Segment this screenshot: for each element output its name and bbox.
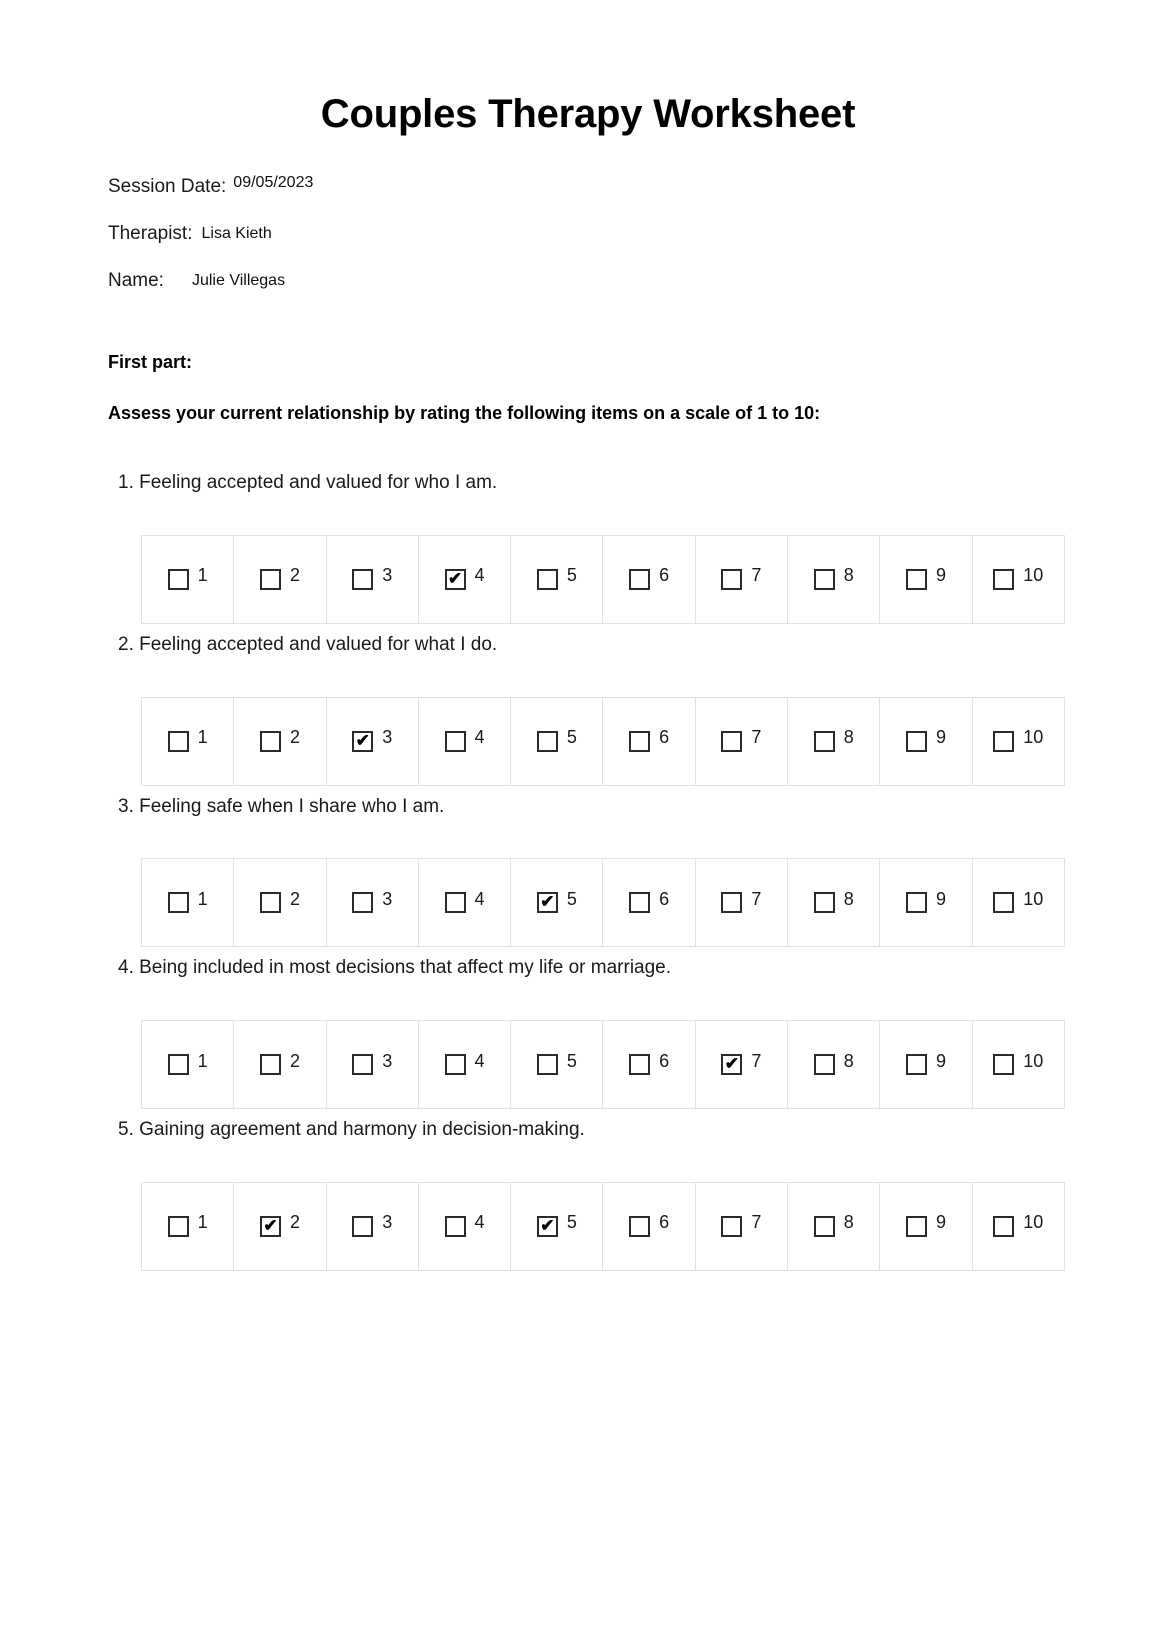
rating-value-label: 7 — [751, 565, 762, 586]
rating-value-label: 2 — [289, 565, 300, 586]
checkbox-unchecked-icon[interactable] — [993, 569, 1014, 590]
rating-value-label: 5 — [566, 727, 577, 748]
rating-value-label: 9 — [936, 565, 947, 586]
checkbox-unchecked-icon[interactable] — [168, 1054, 189, 1075]
checkbox-unchecked-icon[interactable] — [537, 569, 558, 590]
checkbox-unchecked-icon[interactable] — [629, 569, 650, 590]
rating-value-label: 8 — [843, 888, 854, 909]
rating-cell-1[interactable] — [142, 536, 234, 623]
checkbox-unchecked-icon[interactable] — [445, 731, 466, 752]
rating-cell-9[interactable] — [880, 859, 972, 946]
rating-cell-5[interactable] — [511, 1183, 603, 1270]
rating-cell-9[interactable] — [880, 536, 972, 623]
name-row — [108, 270, 1176, 292]
rating-cell-10[interactable] — [973, 536, 1065, 623]
checkbox-checked-icon[interactable] — [260, 1216, 281, 1237]
rating-cell-1[interactable] — [142, 1183, 234, 1270]
rating-scale-row — [141, 535, 1065, 624]
checkbox-unchecked-icon[interactable] — [537, 731, 558, 752]
rating-cell-9[interactable] — [880, 1183, 972, 1270]
checkbox-unchecked-icon[interactable] — [993, 892, 1014, 913]
question-text: 1. Feeling accepted and valued for who I am. — [118, 472, 498, 493]
check-mark-icon: ✔ — [724, 1054, 740, 1074]
checkbox-unchecked-icon[interactable] — [906, 569, 927, 590]
checkbox-unchecked-icon[interactable] — [260, 731, 281, 752]
rating-value-label: 1 — [197, 1212, 208, 1233]
check-mark-icon: ✔ — [447, 568, 463, 588]
rating-value-label: 4 — [474, 888, 485, 909]
session-date-value[interactable]: 09/05/2023 — [233, 174, 314, 191]
section-part-label: First part: — [108, 352, 193, 372]
rating-value-label: 4 — [474, 565, 485, 586]
rating-value-label: 10 — [1023, 727, 1044, 748]
rating-cell-4[interactable] — [419, 1021, 511, 1108]
check-mark-icon: ✔ — [355, 730, 370, 750]
rating-value-label: 6 — [659, 565, 670, 586]
check-mark-icon: ✔ — [263, 1215, 278, 1235]
rating-cell-10[interactable] — [973, 1021, 1065, 1108]
rating-value-label: 4 — [474, 1212, 485, 1233]
rating-cell-6[interactable] — [603, 536, 695, 623]
checkbox-unchecked-icon[interactable] — [814, 569, 835, 590]
rating-cell-4[interactable] — [419, 859, 511, 946]
checkbox-unchecked-icon[interactable] — [168, 569, 189, 590]
rating-value-label: 2 — [289, 1050, 300, 1071]
rating-value-label: 3 — [382, 1212, 393, 1233]
rating-value-label: 8 — [843, 1212, 854, 1233]
rating-value-label: 4 — [474, 1050, 485, 1071]
rating-cell-2[interactable] — [234, 1183, 326, 1270]
rating-cell-8[interactable] — [788, 698, 880, 785]
checkbox-unchecked-icon[interactable] — [445, 892, 466, 913]
rating-value-label: 1 — [197, 1050, 208, 1071]
rating-cell-3[interactable] — [327, 1183, 419, 1270]
question-text: 5. Gaining agreement and harmony in decision-making. — [118, 1119, 585, 1141]
rating-value-label: 9 — [936, 1050, 947, 1071]
checkbox-unchecked-icon[interactable] — [352, 892, 373, 913]
checkbox-checked-icon[interactable] — [537, 892, 558, 913]
rating-value-label: 3 — [382, 888, 393, 909]
checkbox-unchecked-icon[interactable] — [814, 892, 835, 913]
rating-cell-8[interactable] — [788, 536, 880, 623]
checkbox-unchecked-icon[interactable] — [352, 1216, 373, 1237]
check-mark-icon: ✔ — [540, 1215, 555, 1235]
rating-cell-5[interactable] — [511, 1021, 603, 1108]
rating-scale-row — [141, 697, 1065, 786]
rating-cell-7[interactable] — [696, 698, 788, 785]
rating-scale-row — [141, 1020, 1065, 1109]
rating-cell-4[interactable] — [419, 698, 511, 785]
checkbox-unchecked-icon[interactable] — [537, 1054, 558, 1075]
rating-value-label: 3 — [382, 565, 393, 586]
rating-value-label: 6 — [659, 727, 670, 748]
checkbox-unchecked-icon[interactable] — [352, 569, 373, 590]
rating-cell-10[interactable] — [973, 698, 1065, 785]
rating-value-label: 9 — [936, 727, 947, 748]
page-title: Couples Therapy Worksheet — [320, 92, 856, 136]
rating-cell-4[interactable] — [419, 1183, 511, 1270]
checkbox-checked-icon[interactable] — [537, 1216, 558, 1237]
rating-cell-8[interactable] — [788, 1183, 880, 1270]
checkbox-unchecked-icon[interactable] — [168, 731, 189, 752]
checkbox-unchecked-icon[interactable] — [352, 1054, 373, 1075]
rating-value-label: 2 — [289, 888, 300, 909]
rating-value-label: 7 — [751, 1212, 762, 1233]
checkbox-unchecked-icon[interactable] — [629, 892, 650, 913]
checkbox-unchecked-icon[interactable] — [260, 569, 281, 590]
rating-value-label: 5 — [566, 888, 577, 909]
question-block — [0, 472, 1176, 624]
rating-cell-1[interactable] — [142, 859, 234, 946]
therapist-row — [108, 223, 1176, 245]
question-text: 4. Being included in most decisions that affect my life or marriage. — [118, 957, 672, 979]
rating-value-label: 10 — [1023, 565, 1044, 586]
checkbox-unchecked-icon[interactable] — [445, 1054, 466, 1075]
rating-cell-7[interactable] — [696, 859, 788, 946]
rating-value-label: 9 — [936, 1212, 947, 1233]
rating-cell-7[interactable] — [696, 536, 788, 623]
rating-value-label: 2 — [289, 1212, 300, 1233]
session-date-label: Session Date: — [108, 176, 227, 197]
rating-value-label: 3 — [382, 727, 393, 748]
therapist-label: Therapist: — [108, 223, 193, 244]
checkbox-unchecked-icon[interactable] — [906, 892, 927, 913]
section-instruction: Assess your current relationship by rating the following items on a scale of 1 to 10: — [108, 403, 821, 423]
rating-value-label: 6 — [659, 1212, 670, 1233]
rating-value-label: 8 — [843, 727, 854, 748]
rating-cell-2[interactable] — [234, 859, 326, 946]
rating-value-label: 1 — [197, 565, 208, 586]
rating-cell-5[interactable] — [511, 859, 603, 946]
checkbox-unchecked-icon[interactable] — [906, 731, 927, 752]
question-block — [0, 796, 1176, 948]
checkbox-unchecked-icon[interactable] — [629, 1216, 650, 1237]
rating-value-label: 4 — [474, 727, 485, 748]
rating-value-label: 2 — [289, 727, 300, 748]
checkbox-unchecked-icon[interactable] — [814, 1054, 835, 1075]
checkbox-unchecked-icon[interactable] — [629, 1054, 650, 1075]
question-block — [0, 957, 1176, 1109]
checkbox-unchecked-icon[interactable] — [993, 1054, 1014, 1075]
checkbox-unchecked-icon[interactable] — [906, 1216, 927, 1237]
rating-cell-2[interactable] — [234, 698, 326, 785]
question-text: 3. Feeling safe when I share who I am. — [118, 795, 445, 817]
rating-value-label: 10 — [1023, 1050, 1044, 1071]
rating-value-label: 1 — [197, 888, 208, 909]
rating-cell-3[interactable] — [327, 536, 419, 623]
name-value[interactable]: Julie Villegas — [191, 272, 286, 289]
rating-cell-7[interactable] — [696, 1021, 788, 1108]
questions-list — [0, 472, 1176, 1271]
rating-cell-7[interactable] — [696, 1183, 788, 1270]
rating-cell-3[interactable] — [327, 698, 419, 785]
rating-cell-2[interactable] — [234, 536, 326, 623]
question-block — [0, 1119, 1176, 1271]
rating-cell-1[interactable] — [142, 1021, 234, 1108]
rating-cell-5[interactable] — [511, 698, 603, 785]
check-mark-icon: ✔ — [540, 892, 555, 912]
rating-scale-row — [141, 858, 1065, 947]
rating-value-label: 5 — [566, 1050, 577, 1071]
rating-cell-9[interactable] — [880, 698, 972, 785]
rating-scale-row — [141, 1182, 1065, 1271]
rating-cell-10[interactable] — [973, 1183, 1065, 1270]
checkbox-unchecked-icon[interactable] — [260, 1054, 281, 1075]
therapist-value[interactable]: Lisa Kieth — [201, 225, 272, 242]
checkbox-checked-icon[interactable] — [721, 1054, 742, 1075]
session-date-row — [108, 176, 1176, 198]
rating-value-label: 1 — [197, 727, 208, 748]
checkbox-unchecked-icon[interactable] — [168, 892, 189, 913]
checkbox-unchecked-icon[interactable] — [721, 1216, 742, 1237]
checkbox-unchecked-icon[interactable] — [721, 892, 742, 913]
rating-cell-6[interactable] — [603, 698, 695, 785]
checkbox-unchecked-icon[interactable] — [906, 1054, 927, 1075]
rating-cell-10[interactable] — [973, 859, 1065, 946]
rating-value-label: 6 — [659, 888, 670, 909]
name-label: Name: — [108, 270, 164, 291]
rating-cell-3[interactable] — [327, 1021, 419, 1108]
checkbox-checked-icon[interactable] — [352, 731, 373, 752]
rating-value-label: 3 — [382, 1050, 393, 1071]
checkbox-unchecked-icon[interactable] — [629, 731, 650, 752]
rating-value-label: 8 — [843, 1050, 854, 1071]
rating-cell-9[interactable] — [880, 1021, 972, 1108]
rating-cell-8[interactable] — [788, 1021, 880, 1108]
rating-value-label: 10 — [1023, 1212, 1044, 1233]
rating-cell-8[interactable] — [788, 859, 880, 946]
rating-value-label: 5 — [566, 565, 577, 586]
question-block — [0, 634, 1176, 786]
rating-value-label: 7 — [751, 727, 762, 748]
rating-value-label: 7 — [751, 1050, 762, 1071]
rating-cell-3[interactable] — [327, 859, 419, 946]
session-metadata — [0, 176, 1176, 292]
checkbox-unchecked-icon[interactable] — [814, 1216, 835, 1237]
first-part-section — [0, 352, 1176, 424]
rating-cell-1[interactable] — [142, 698, 234, 785]
rating-value-label: 6 — [659, 1050, 670, 1071]
rating-cell-5[interactable] — [511, 536, 603, 623]
rating-cell-2[interactable] — [234, 1021, 326, 1108]
checkbox-unchecked-icon[interactable] — [721, 569, 742, 590]
rating-value-label: 7 — [751, 888, 762, 909]
rating-value-label: 5 — [566, 1212, 577, 1233]
checkbox-unchecked-icon[interactable] — [260, 892, 281, 913]
checkbox-unchecked-icon[interactable] — [721, 731, 742, 752]
rating-value-label: 10 — [1023, 888, 1044, 909]
rating-cell-4[interactable] — [419, 536, 511, 623]
rating-value-label: 9 — [936, 888, 947, 909]
rating-value-label: 8 — [843, 565, 854, 586]
checkbox-checked-icon[interactable] — [445, 569, 466, 590]
question-text: 2. Feeling accepted and valued for what I do. — [118, 633, 498, 655]
checkbox-unchecked-icon[interactable] — [168, 1216, 189, 1237]
rating-cell-6[interactable] — [603, 1183, 695, 1270]
rating-cell-6[interactable] — [603, 859, 695, 946]
checkbox-unchecked-icon[interactable] — [993, 1216, 1014, 1237]
checkbox-unchecked-icon[interactable] — [445, 1216, 466, 1237]
checkbox-unchecked-icon[interactable] — [814, 731, 835, 752]
rating-cell-6[interactable] — [603, 1021, 695, 1108]
checkbox-unchecked-icon[interactable] — [993, 731, 1014, 752]
